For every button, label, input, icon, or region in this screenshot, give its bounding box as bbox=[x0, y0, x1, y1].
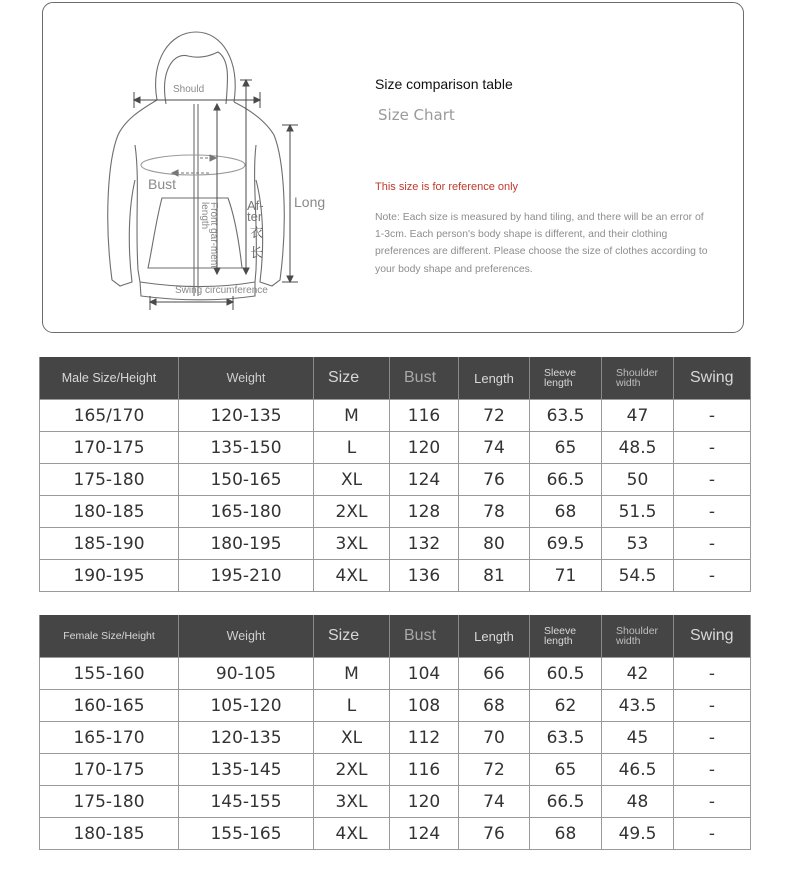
cell-shoulder: 46.5 bbox=[602, 754, 674, 786]
cell-bust: 136 bbox=[390, 560, 459, 592]
swing-label: Swing circumference bbox=[175, 285, 268, 296]
cell-size: XL bbox=[314, 464, 390, 496]
cell-shoulder: 47 bbox=[602, 400, 674, 432]
cell-size: L bbox=[314, 690, 390, 722]
col-header-swing: Swing bbox=[674, 357, 751, 400]
table-header-row bbox=[40, 357, 751, 400]
cell-weight: 90-105 bbox=[179, 658, 314, 690]
reference-only-notice: This size is for reference only bbox=[375, 181, 519, 193]
table-row bbox=[40, 528, 751, 560]
cell-height: 160-165 bbox=[40, 690, 179, 722]
cell-bust: 120 bbox=[390, 432, 459, 464]
female-size-table bbox=[39, 615, 751, 850]
cell-size: 4XL bbox=[314, 818, 390, 850]
cell-size: 2XL bbox=[314, 754, 390, 786]
cell-swing: - bbox=[674, 786, 751, 818]
cell-weight: 120-135 bbox=[179, 400, 314, 432]
hoodie-measurement-diagram bbox=[60, 20, 350, 320]
cell-length: 80 bbox=[459, 528, 530, 560]
cell-swing: - bbox=[674, 432, 751, 464]
measurement-note: Note: Each size is measured by hand tiling, and there will be an error of 1-3cm. Each person's body shape is different, and their clothing preferences are different. Please choose the size of clothes according to your body shape and preferences. bbox=[375, 212, 708, 275]
cell-swing: - bbox=[674, 754, 751, 786]
table-row bbox=[40, 496, 751, 528]
cell-sleeve: 62 bbox=[530, 690, 602, 722]
cell-shoulder: 42 bbox=[602, 658, 674, 690]
cell-bust: 116 bbox=[390, 754, 459, 786]
cell-shoulder: 48.5 bbox=[602, 432, 674, 464]
cell-sleeve: 60.5 bbox=[530, 658, 602, 690]
col-header-sleeve-length: Sleeve length bbox=[530, 357, 602, 400]
cell-sleeve: 63.5 bbox=[530, 400, 602, 432]
cell-sleeve: 65 bbox=[530, 432, 602, 464]
cell-sleeve: 68 bbox=[530, 818, 602, 850]
cell-size: 3XL bbox=[314, 786, 390, 818]
cell-length: 76 bbox=[459, 464, 530, 496]
shoulder-label: Should bbox=[173, 84, 205, 95]
col-header-bust: Bust bbox=[390, 615, 459, 658]
cell-length: 72 bbox=[459, 754, 530, 786]
table-row bbox=[40, 464, 751, 496]
col-header-size: Size bbox=[314, 357, 390, 400]
col-header-height: Female Size/Height bbox=[40, 615, 179, 658]
cell-sleeve: 66.5 bbox=[530, 464, 602, 496]
cell-shoulder: 53 bbox=[602, 528, 674, 560]
cell-length: 78 bbox=[459, 496, 530, 528]
col-header-shoulder-width: Shoulder width bbox=[602, 357, 674, 400]
cell-swing: - bbox=[674, 528, 751, 560]
cell-weight: 145-155 bbox=[179, 786, 314, 818]
table-row bbox=[40, 432, 751, 464]
cell-weight: 165-180 bbox=[179, 496, 314, 528]
table-row bbox=[40, 400, 751, 432]
col-header-bust: Bust bbox=[390, 357, 459, 400]
table-row bbox=[40, 722, 751, 754]
cell-weight: 120-135 bbox=[179, 722, 314, 754]
col-header-length: Length bbox=[459, 357, 530, 400]
cell-bust: 108 bbox=[390, 690, 459, 722]
cell-length: 76 bbox=[459, 818, 530, 850]
table-row bbox=[40, 690, 751, 722]
size-comparison-title: Size comparison table bbox=[375, 76, 513, 92]
back-length-cn-1: 衣 bbox=[250, 225, 264, 240]
cell-height: 180-185 bbox=[40, 818, 179, 850]
col-header-swing: Swing bbox=[674, 615, 751, 658]
cell-weight: 135-150 bbox=[179, 432, 314, 464]
cell-weight: 135-145 bbox=[179, 754, 314, 786]
cell-length: 72 bbox=[459, 400, 530, 432]
cell-length: 74 bbox=[459, 786, 530, 818]
cell-swing: - bbox=[674, 400, 751, 432]
table-row bbox=[40, 754, 751, 786]
cell-sleeve: 63.5 bbox=[530, 722, 602, 754]
male-size-table bbox=[39, 357, 751, 592]
cell-bust: 116 bbox=[390, 400, 459, 432]
back-length-cn-2: 长 bbox=[250, 245, 264, 260]
front-length-label: Front gar-ment length bbox=[199, 202, 219, 269]
cell-swing: - bbox=[674, 818, 751, 850]
cell-length: 74 bbox=[459, 432, 530, 464]
cell-sleeve: 71 bbox=[530, 560, 602, 592]
cell-height: 175-180 bbox=[40, 464, 179, 496]
cell-bust: 104 bbox=[390, 658, 459, 690]
cell-weight: 150-165 bbox=[179, 464, 314, 496]
cell-shoulder: 49.5 bbox=[602, 818, 674, 850]
cell-sleeve: 68 bbox=[530, 496, 602, 528]
cell-sleeve: 69.5 bbox=[530, 528, 602, 560]
col-header-height: Male Size/Height bbox=[40, 357, 179, 400]
cell-shoulder: 48 bbox=[602, 786, 674, 818]
cell-size: XL bbox=[314, 722, 390, 754]
cell-shoulder: 45 bbox=[602, 722, 674, 754]
back-length-label: Af-ter bbox=[247, 198, 264, 224]
cell-size: 2XL bbox=[314, 496, 390, 528]
cell-swing: - bbox=[674, 464, 751, 496]
cell-height: 155-160 bbox=[40, 658, 179, 690]
cell-weight: 105-120 bbox=[179, 690, 314, 722]
cell-swing: - bbox=[674, 658, 751, 690]
cell-swing: - bbox=[674, 560, 751, 592]
cell-height: 180-185 bbox=[40, 496, 179, 528]
cell-bust: 112 bbox=[390, 722, 459, 754]
col-header-shoulder-width: Shoulder width bbox=[602, 615, 674, 658]
table-header-row bbox=[40, 615, 751, 658]
cell-shoulder: 54.5 bbox=[602, 560, 674, 592]
cell-bust: 120 bbox=[390, 786, 459, 818]
cell-swing: - bbox=[674, 722, 751, 754]
col-header-weight: Weight bbox=[179, 357, 314, 400]
cell-weight: 155-165 bbox=[179, 818, 314, 850]
cell-bust: 124 bbox=[390, 464, 459, 496]
table-row bbox=[40, 658, 751, 690]
cell-swing: - bbox=[674, 690, 751, 722]
cell-shoulder: 43.5 bbox=[602, 690, 674, 722]
cell-length: 81 bbox=[459, 560, 530, 592]
cell-weight: 180-195 bbox=[179, 528, 314, 560]
cell-height: 170-175 bbox=[40, 432, 179, 464]
cell-size: 3XL bbox=[314, 528, 390, 560]
table-row bbox=[40, 786, 751, 818]
table-row bbox=[40, 818, 751, 850]
cell-weight: 195-210 bbox=[179, 560, 314, 592]
cell-height: 165/170 bbox=[40, 400, 179, 432]
cell-sleeve: 65 bbox=[530, 754, 602, 786]
cell-height: 170-175 bbox=[40, 754, 179, 786]
cell-size: M bbox=[314, 658, 390, 690]
col-header-sleeve-length: Sleeve length bbox=[530, 615, 602, 658]
cell-sleeve: 66.5 bbox=[530, 786, 602, 818]
cell-height: 175-180 bbox=[40, 786, 179, 818]
bust-label: Bust bbox=[148, 176, 177, 192]
cell-height: 185-190 bbox=[40, 528, 179, 560]
cell-height: 165-170 bbox=[40, 722, 179, 754]
table-row bbox=[40, 560, 751, 592]
cell-shoulder: 50 bbox=[602, 464, 674, 496]
cell-shoulder: 51.5 bbox=[602, 496, 674, 528]
cell-size: L bbox=[314, 432, 390, 464]
cell-length: 68 bbox=[459, 690, 530, 722]
cell-bust: 132 bbox=[390, 528, 459, 560]
col-header-weight: Weight bbox=[179, 615, 314, 658]
long-label: Long bbox=[294, 194, 326, 210]
cell-height: 190-195 bbox=[40, 560, 179, 592]
cell-size: M bbox=[314, 400, 390, 432]
col-header-length: Length bbox=[459, 615, 530, 658]
col-header-size: Size bbox=[314, 615, 390, 658]
cell-swing: - bbox=[674, 496, 751, 528]
cell-size: 4XL bbox=[314, 560, 390, 592]
cell-bust: 128 bbox=[390, 496, 459, 528]
size-chart-subtitle: Size Chart bbox=[378, 106, 455, 124]
cell-length: 66 bbox=[459, 658, 530, 690]
cell-length: 70 bbox=[459, 722, 530, 754]
cell-bust: 124 bbox=[390, 818, 459, 850]
